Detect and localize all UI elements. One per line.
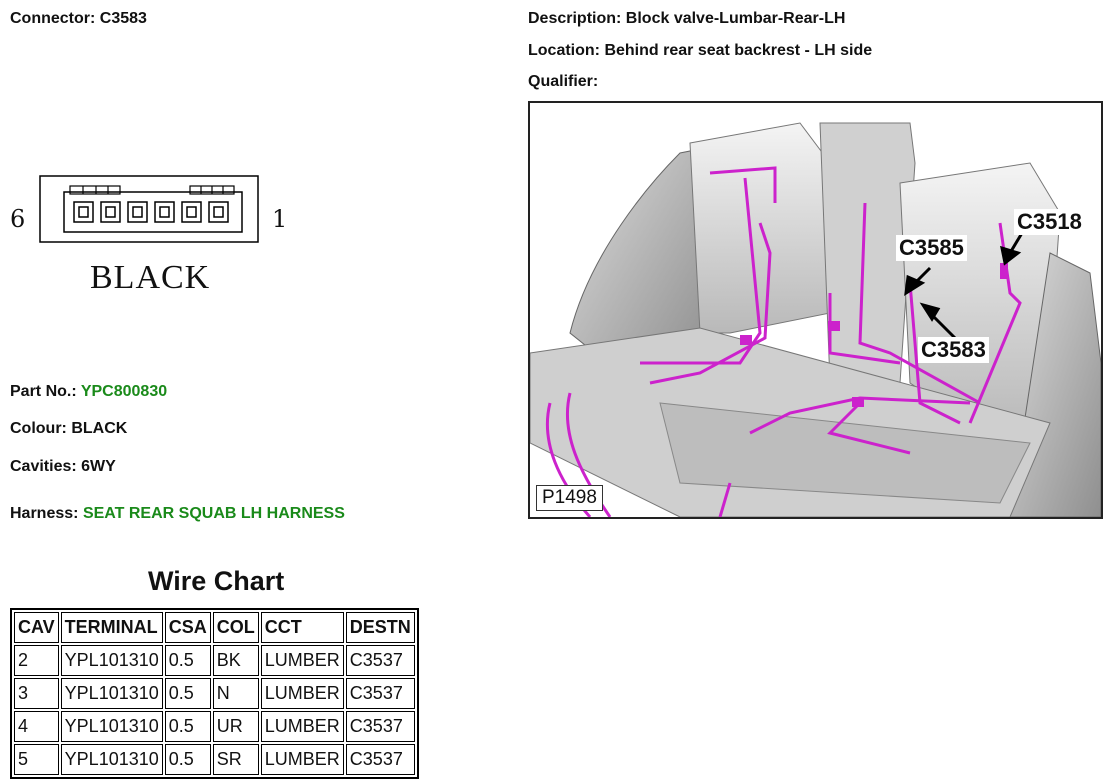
table-cell-col: UR — [213, 711, 259, 742]
table-cell-terminal: YPL101310 — [61, 645, 163, 676]
location-value: Behind rear seat backrest - LH side — [604, 42, 873, 59]
wire-chart-title: Wire Chart — [148, 566, 285, 596]
connector-title — [10, 10, 147, 28]
qualifier-line — [528, 73, 598, 91]
table-cell-destn: C3537 — [346, 744, 415, 775]
rear-seat-illustration — [530, 103, 1101, 517]
colour-label: Colour: — [10, 420, 67, 437]
table-cell-destn: C3537 — [346, 711, 415, 742]
cavity-terminal — [79, 207, 88, 217]
cavity-4 — [128, 202, 147, 222]
cavity-1 — [209, 202, 228, 222]
table-row — [14, 678, 415, 709]
part-number-label: Part No.: — [10, 383, 77, 400]
table-cell-col: N — [213, 678, 259, 709]
column-header-terminal: TERMINAL — [61, 612, 163, 643]
cavity-terminal — [187, 207, 196, 217]
cavities-label: Cavities: — [10, 458, 77, 475]
cavity-2 — [182, 202, 201, 222]
column-header-csa: CSA — [165, 612, 211, 643]
column-header-col: COL — [213, 612, 259, 643]
qualifier-label: Qualifier: — [528, 73, 599, 90]
callout-c3583: C3583 — [918, 337, 989, 363]
cavity-6 — [74, 202, 93, 222]
table-row — [14, 645, 415, 676]
table-cell-cct: LUMBER — [261, 678, 344, 709]
table-cell-destn: C3537 — [346, 678, 415, 709]
table-cell-csa: 0.5 — [165, 711, 211, 742]
table-cell-terminal: YPL101310 — [61, 711, 163, 742]
cavity-5 — [101, 202, 120, 222]
column-header-cav: CAV — [14, 612, 59, 643]
part-number-link[interactable]: YPC800830 — [80, 383, 168, 400]
table-cell-destn: C3537 — [346, 645, 415, 676]
table-cell-csa: 0.5 — [165, 744, 211, 775]
harness-link[interactable]: SEAT REAR SQUAB LH HARNESS — [82, 505, 345, 522]
cavity-terminal — [214, 207, 223, 217]
table-cell-cct: LUMBER — [261, 744, 344, 775]
table-cell-cav: 2 — [14, 645, 59, 676]
location-label: Location: — [528, 42, 600, 59]
colour-value: BLACK — [71, 420, 128, 437]
location-line — [528, 42, 872, 60]
part-number-line — [10, 383, 167, 401]
connector-value: C3583 — [99, 10, 147, 27]
photo-reference-label: P1498 — [536, 485, 603, 511]
connector-pin-6-label: 6 — [10, 205, 26, 233]
cavity-terminal — [106, 207, 115, 217]
table-cell-cav: 3 — [14, 678, 59, 709]
connector-pin-1-label: 1 — [272, 205, 288, 233]
cavities-line — [10, 458, 116, 476]
table-cell-csa: 0.5 — [165, 645, 211, 676]
cavity-terminal — [160, 207, 169, 217]
callout-c3518: C3518 — [1014, 209, 1085, 235]
description-label: Description: — [528, 10, 622, 27]
table-cell-cav: 4 — [14, 711, 59, 742]
column-header-destn: DESTN — [346, 612, 415, 643]
wire-chart-header-row — [14, 612, 415, 643]
connector-label: Connector: — [10, 10, 96, 27]
table-cell-cct: LUMBER — [261, 645, 344, 676]
cavity-terminal — [133, 207, 142, 217]
description-line — [528, 10, 845, 28]
wire-chart-table — [10, 608, 419, 779]
table-row — [14, 744, 415, 775]
wire-chart-body — [14, 645, 415, 775]
harness-line — [10, 505, 345, 523]
table-cell-cct: LUMBER — [261, 711, 344, 742]
table-cell-col: BK — [213, 645, 259, 676]
table-cell-terminal: YPL101310 — [61, 678, 163, 709]
table-cell-cav: 5 — [14, 744, 59, 775]
table-cell-terminal: YPL101310 — [61, 744, 163, 775]
harness-label: Harness: — [10, 505, 79, 522]
connector-colour-label: BLACK — [90, 259, 211, 296]
connector-face-diagram — [8, 172, 278, 252]
description-value: Block valve-Lumbar-Rear-LH — [625, 10, 846, 27]
column-header-cct: CCT — [261, 612, 344, 643]
cavity-3 — [155, 202, 174, 222]
callout-c3585: C3585 — [896, 235, 967, 261]
location-photo — [528, 101, 1103, 519]
colour-line — [10, 420, 127, 438]
cavities-value: 6WY — [81, 458, 116, 475]
latch-slots — [70, 186, 234, 194]
table-cell-col: SR — [213, 744, 259, 775]
table-cell-csa: 0.5 — [165, 678, 211, 709]
cavity-group — [74, 202, 228, 222]
table-row — [14, 711, 415, 742]
